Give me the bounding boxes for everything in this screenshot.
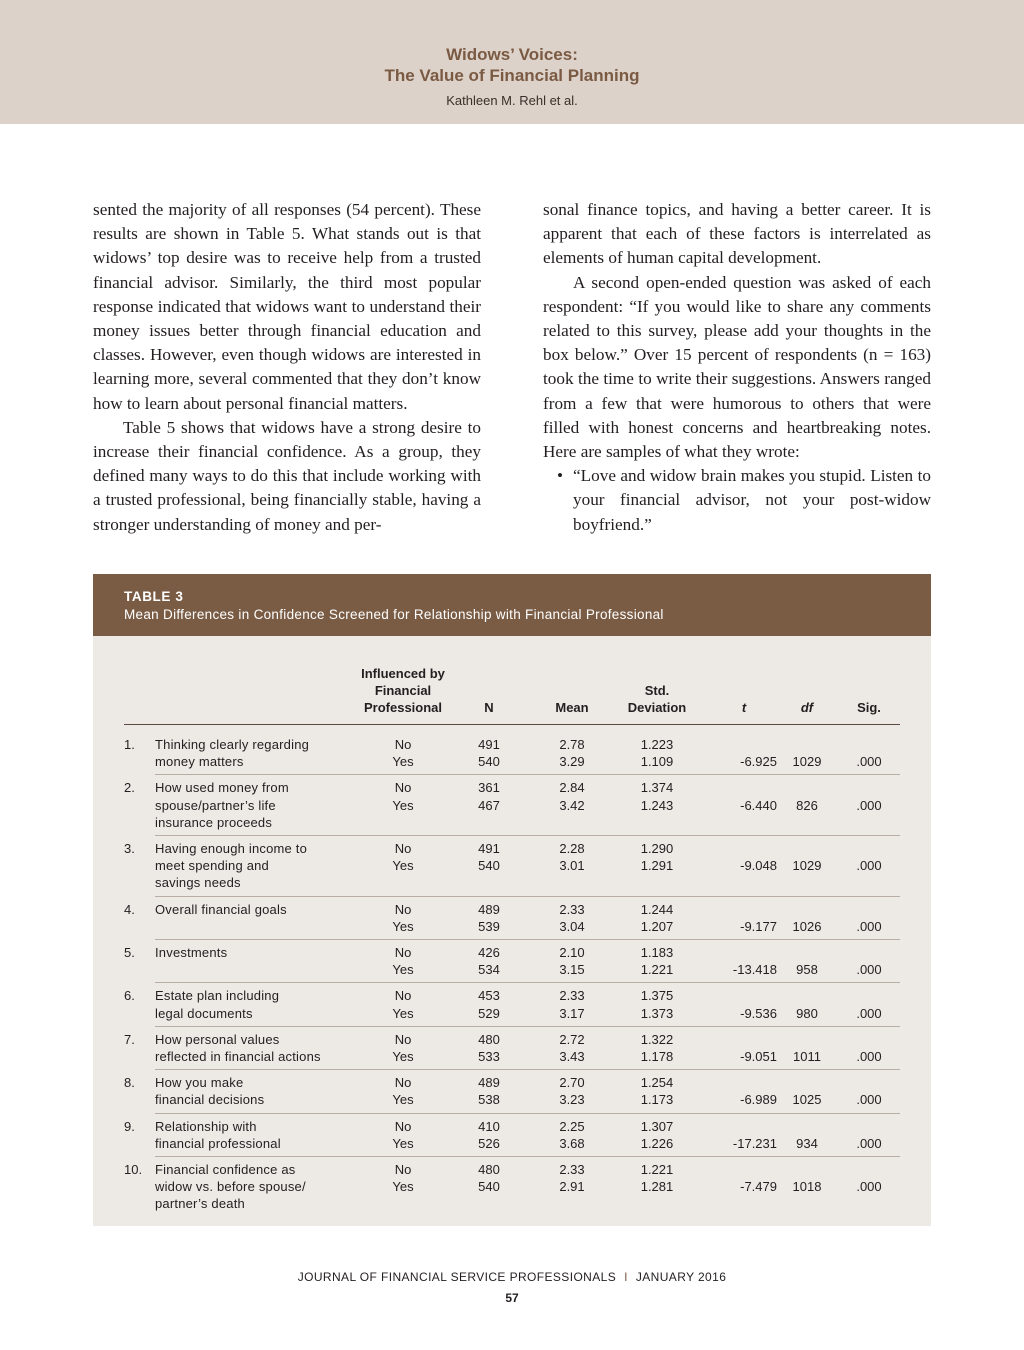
row-label: How used money from spouse/partner’s life insurance proceeds [155, 780, 289, 830]
sig-value: .000 [856, 1179, 882, 1195]
row-label: How personal values reflected in financial actions [155, 1031, 321, 1064]
footer-journal [0, 1270, 1024, 1284]
mean-values: 2.10 3.15 [559, 945, 585, 978]
influenced-values: No Yes [392, 1075, 414, 1108]
t-value: -6.925 [740, 754, 777, 770]
row-number: 7. [124, 1031, 135, 1047]
n-values: 453 529 [478, 988, 500, 1021]
sig-value: .000 [856, 918, 882, 934]
running-header [0, 0, 1024, 124]
n-values: 489 538 [478, 1075, 500, 1108]
row-label: How you make financial decisions [155, 1075, 265, 1108]
df-value: 1025 [792, 1092, 822, 1108]
row-divider [155, 774, 900, 775]
row-divider [155, 896, 900, 897]
sd-values: 1.290 1.291 [640, 841, 674, 874]
row-label: Financial confidence as widow vs. before spouse/ partner’s death [155, 1162, 306, 1212]
sig-value: .000 [856, 858, 882, 874]
influenced-values: No Yes [392, 780, 414, 813]
n-values: 480 533 [478, 1031, 500, 1064]
t-value: -9.536 [740, 1005, 777, 1021]
mean-values: 2.33 3.17 [559, 988, 585, 1021]
left-paragraph-2: Table 5 shows that widows have a strong desire to increase their financial confidence. As a group, they defined many ways to do this that include working with a trusted professional, being financially stable, having a stronger understanding of money and per- [93, 417, 481, 534]
df-value: 1029 [792, 754, 822, 770]
row-divider [155, 1026, 900, 1027]
mean-values: 2.33 2.91 [559, 1162, 585, 1195]
sd-values: 1.374 1.243 [640, 780, 674, 813]
row-label: Investments [155, 945, 228, 960]
table-row [93, 1118, 931, 1152]
influenced-values: No Yes [392, 841, 414, 874]
row-label: Having enough income to meet spending and savings needs [155, 841, 308, 891]
mean-values: 2.33 3.04 [559, 901, 585, 934]
article-title-line1: Widows’ Voices: [446, 45, 578, 64]
left-paragraph-1: sented the majority of all responses (54 percent). These results are shown in Table 5. What stands out is that widows’ top desire was to receive help from a trusted financial advisor. Similarly, the third most popular response indicated that widows want to understand their money issues better through financial education and classes. However, even though widows are interested in learning more, several commented that they don’t know how to learn about personal financial matters. [93, 200, 481, 413]
mean-values: 2.72 3.43 [559, 1031, 585, 1064]
column-header-influenced: Influenced by Financial Professional [361, 666, 445, 716]
issue-date: JANUARY 2016 [635, 1270, 727, 1284]
row-number: 1. [124, 737, 135, 752]
quote-bullet [543, 464, 931, 537]
table-row [93, 779, 931, 831]
df-value: 1011 [793, 1048, 821, 1064]
column-header-n: N [484, 700, 494, 715]
n-values: 361 467 [478, 780, 500, 813]
row-number: 4. [124, 901, 135, 917]
n-values: 410 526 [478, 1118, 500, 1151]
sig-value: .000 [856, 1135, 882, 1151]
sig-value: .000 [856, 797, 882, 813]
column-header-sig: Sig. [857, 700, 881, 715]
article-authors: Kathleen M. Rehl et al. [446, 93, 578, 108]
row-label: Thinking clearly regarding money matters [155, 737, 310, 770]
header-rule [124, 724, 900, 725]
mean-values: 2.70 3.23 [559, 1075, 585, 1108]
column-header-t: t [741, 700, 747, 715]
sd-values: 1.254 1.173 [640, 1075, 674, 1108]
influenced-values: No Yes [392, 1118, 414, 1151]
row-divider [155, 835, 900, 836]
t-value: -7.479 [740, 1179, 777, 1195]
row-divider [155, 1156, 900, 1157]
row-number: 8. [124, 1075, 135, 1091]
t-value: -9.051 [740, 1048, 777, 1064]
right-paragraph-1: sonal finance topics, and having a better career. It is apparent that each of these factors is interrelated as elements of human capital development. [543, 200, 931, 268]
column-header-std-deviation: Std. Deviation [627, 683, 687, 716]
influenced-values: No Yes [392, 988, 414, 1021]
df-value: 1026 [792, 918, 822, 934]
row-number: 2. [124, 780, 135, 796]
sd-values: 1.223 1.109 [640, 737, 674, 770]
df-value: 1029 [792, 858, 822, 874]
row-number: 6. [124, 988, 135, 1004]
table-row [93, 1074, 931, 1108]
table-3 [93, 574, 931, 1226]
row-label: Overall financial goals [155, 901, 287, 917]
n-values: 426 534 [478, 945, 500, 978]
sd-values: 1.322 1.178 [640, 1031, 674, 1064]
n-values: 491 540 [478, 841, 500, 874]
df-value: 1018 [792, 1179, 822, 1195]
t-value: -6.440 [740, 797, 777, 813]
journal-name: JOURNAL OF FINANCIAL SERVICE PROFESSIONALS [297, 1270, 617, 1284]
table-caption: Mean Differences in Confidence Screened for Relationship with Financial Professional [124, 607, 664, 622]
quote-text: “Love and widow brain makes you stupid. Listen to your financial advisor, not your post-widow boyfriend.” [573, 466, 931, 534]
row-label: Relationship with financial professional [155, 1118, 281, 1151]
sd-values: 1.375 1.373 [640, 988, 674, 1021]
row-label: Estate plan including legal documents [155, 988, 280, 1021]
article-title-line2: The Value of Financial Planning [384, 66, 640, 85]
mean-values: 2.28 3.01 [559, 841, 585, 874]
influenced-values: No Yes [392, 1162, 414, 1195]
n-values: 489 539 [478, 901, 500, 934]
t-value: -9.177 [740, 918, 777, 934]
sig-value: .000 [856, 962, 882, 978]
influenced-values: No Yes [392, 737, 414, 770]
n-values: 480 540 [478, 1162, 500, 1195]
sig-value: .000 [856, 754, 882, 770]
row-divider [155, 1113, 900, 1114]
sig-value: .000 [856, 1092, 882, 1108]
row-divider [155, 939, 900, 940]
row-divider [155, 982, 900, 983]
table-row [93, 901, 931, 935]
row-number: 10. [124, 1162, 143, 1177]
df-value: 826 [796, 797, 818, 813]
mean-values: 2.84 3.42 [559, 780, 585, 813]
mean-values: 2.25 3.68 [559, 1118, 585, 1151]
sig-value: .000 [856, 1048, 882, 1064]
right-paragraph-2: A second open-ended question was asked of each respondent: “If you would like to share any comments related to this survey, please add your thoughts in the box below.” Over 15 percent of respondents (n = 163) took the time to write their suggestions. Answers ranged from a few that were humorous to others that were filled with honest concerns and heartbreaking notes. Here are samples of what they wrote: [543, 272, 931, 462]
right-text-column [543, 198, 931, 537]
df-value: 958 [796, 962, 818, 978]
influenced-values: No Yes [392, 901, 414, 934]
df-value: 980 [796, 1005, 818, 1021]
bullet-mark: • [557, 466, 564, 486]
column-header-mean: Mean [555, 700, 589, 715]
row-number: 3. [124, 841, 135, 856]
t-value: -13.418 [732, 962, 777, 978]
row-number: 9. [124, 1118, 135, 1134]
footer-separator: I [624, 1270, 628, 1284]
table-row [93, 944, 931, 978]
influenced-values: No Yes [392, 945, 414, 978]
sig-value: .000 [856, 1005, 882, 1021]
left-text-column [93, 198, 481, 537]
table-row [93, 840, 931, 892]
influenced-values: No Yes [392, 1031, 414, 1064]
page-number: 57 [505, 1291, 519, 1305]
mean-values: 2.78 3.29 [559, 737, 585, 770]
table-label: TABLE 3 [124, 589, 184, 604]
sd-values: 1.244 1.207 [640, 901, 674, 934]
table-row [93, 1031, 931, 1065]
row-number: 5. [124, 945, 135, 960]
sd-values: 1.183 1.221 [640, 945, 674, 978]
t-value: -6.989 [740, 1092, 777, 1108]
t-value: -17.231 [732, 1135, 777, 1151]
sd-values: 1.307 1.226 [640, 1118, 674, 1151]
row-divider [155, 1069, 900, 1070]
df-value: 934 [796, 1135, 818, 1151]
sd-values: 1.221 1.281 [640, 1162, 674, 1195]
t-value: -9.048 [740, 858, 777, 874]
table-header-bar [93, 574, 931, 636]
table-row [93, 736, 931, 770]
table-row [93, 1161, 931, 1213]
column-header-df: df [800, 700, 814, 715]
n-values: 491 540 [478, 737, 500, 770]
table-row [93, 987, 931, 1021]
